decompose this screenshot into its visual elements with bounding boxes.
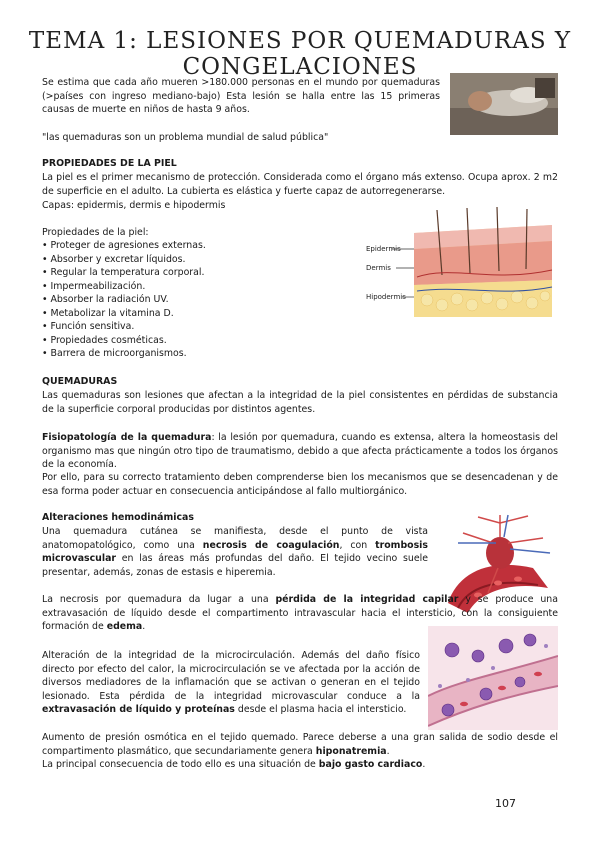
alteraciones-paragraph-5: La principal consecuencia de todo ello es una situación de bajo gasto cardiaco. — [42, 759, 426, 770]
alteraciones-paragraph-1: Una quemadura cutánea se manifiesta, desde el punto de vista anatomopatológico, como una necrosis de coagulación, con trombosis microvascular en las áreas más profundas del daño. El tejido vecino suele presentar, además, zonas de estasis e hiperemia. — [42, 526, 428, 578]
piel-capas: Capas: epidermis, dermis e hipodermis — [42, 200, 226, 211]
alteraciones-heading: Alteraciones hemodinámicas — [42, 512, 194, 523]
fisiopatologia-label: Fisiopatología de la quemadura — [42, 432, 212, 443]
epidermis-label: Epidermis — [366, 245, 401, 253]
quote: "las quemaduras son un problema mundial de salud pública" — [42, 132, 329, 143]
list-item: • Barrera de microorganismos. — [42, 347, 342, 361]
fisiopatologia-paragraph: Fisiopatología de la quemadura: la lesión por quemadura, cuando es extensa, altera la homeostasis del organismo mas que ningún otro tipo de traumatismo, debido a que afecta prácticamente a todos los órganos de la economía. — [42, 432, 558, 470]
list-item: • Regular la temperatura corporal. — [42, 266, 342, 280]
list-item: • Absorber y excretar líquidos. — [42, 253, 342, 267]
skin-properties-list — [42, 239, 342, 361]
page-number: 107 — [495, 797, 516, 810]
piel-heading: PROPIEDADES DE LA PIEL — [42, 158, 177, 169]
burn-victim-photo — [450, 73, 558, 135]
list-item: • Función sensitiva. — [42, 320, 342, 334]
quemaduras-heading: QUEMADURAS — [42, 376, 118, 387]
alteraciones-paragraph-2: La necrosis por quemadura da lugar a una pérdida de la integridad capilar y se produce una extravasación de líquido desde el compartimento intravascular hacia el intersticio, con la consiguiente formación de edema. — [42, 594, 558, 632]
props-title: Propiedades de la piel: — [42, 227, 149, 238]
list-item: • Absorber la radiación UV. — [42, 293, 342, 307]
alteraciones-paragraph-4: Aumento de presión osmótica en el tejido quemado. Parece deberse a una gran salida de sodio desde el compartimento plasmático, que secundariamente genera hiponatremia. — [42, 732, 558, 757]
dermis-label: Dermis — [366, 264, 391, 272]
list-item: • Metabolizar la vitamina D. — [42, 307, 342, 321]
skin-layers-diagram — [352, 205, 558, 320]
tratamiento-paragraph: Por ello, para su correcto tratamiento deben comprenderse bien los mecanismos que se desencadenan y de esa forma poder actuar en consecuencia anticipándose al fallo multiorgánico. — [42, 472, 558, 497]
quemaduras-paragraph: Las quemaduras son lesiones que afectan a la integridad de la piel consistentes en pérdidas de substancia de la superficie corporal producidas por distintos agentes. — [42, 390, 558, 415]
microcirculation-illustration — [428, 626, 558, 730]
intro-paragraph: Se estima que cada año mueren >180.000 personas en el mundo por quemaduras (>países con ingreso mediano-bajo) Esta lesión se halla entre las 15 primeras causas de muerte en niños de hasta 9 años. — [42, 77, 440, 115]
hipodermis-label: Hipodermis — [366, 293, 406, 301]
piel-paragraph: La piel es el primer mecanismo de protección. Considerada como el órgano más extenso. Ocupa aprox. 2 m2 de superficie en el adulto. La cubierta es elástica y fuerte capaz de autorregenerarse. — [42, 172, 558, 197]
alteraciones-paragraph-3: Alteración de la integridad de la microcirculación. Además del daño físico directo por efecto del calor, la microcirculación se ve afectada por la acción de diversos mediadores de la inflamación que se activan o generan en el tejido lesionado. Esta pérdida de la integridad microvascular conduce a la extravasación de líquido y proteínas desde el plasma hacia el intersticio. — [42, 650, 420, 715]
list-item: • Proteger de agresiones externas. — [42, 239, 342, 253]
page-title: TEMA 1: LESIONES POR QUEMADURAS Y CONGELACIONES — [28, 28, 572, 80]
list-item: • Impermeabilización. — [42, 280, 342, 294]
list-item: • Propiedades cosméticas. — [42, 334, 342, 348]
